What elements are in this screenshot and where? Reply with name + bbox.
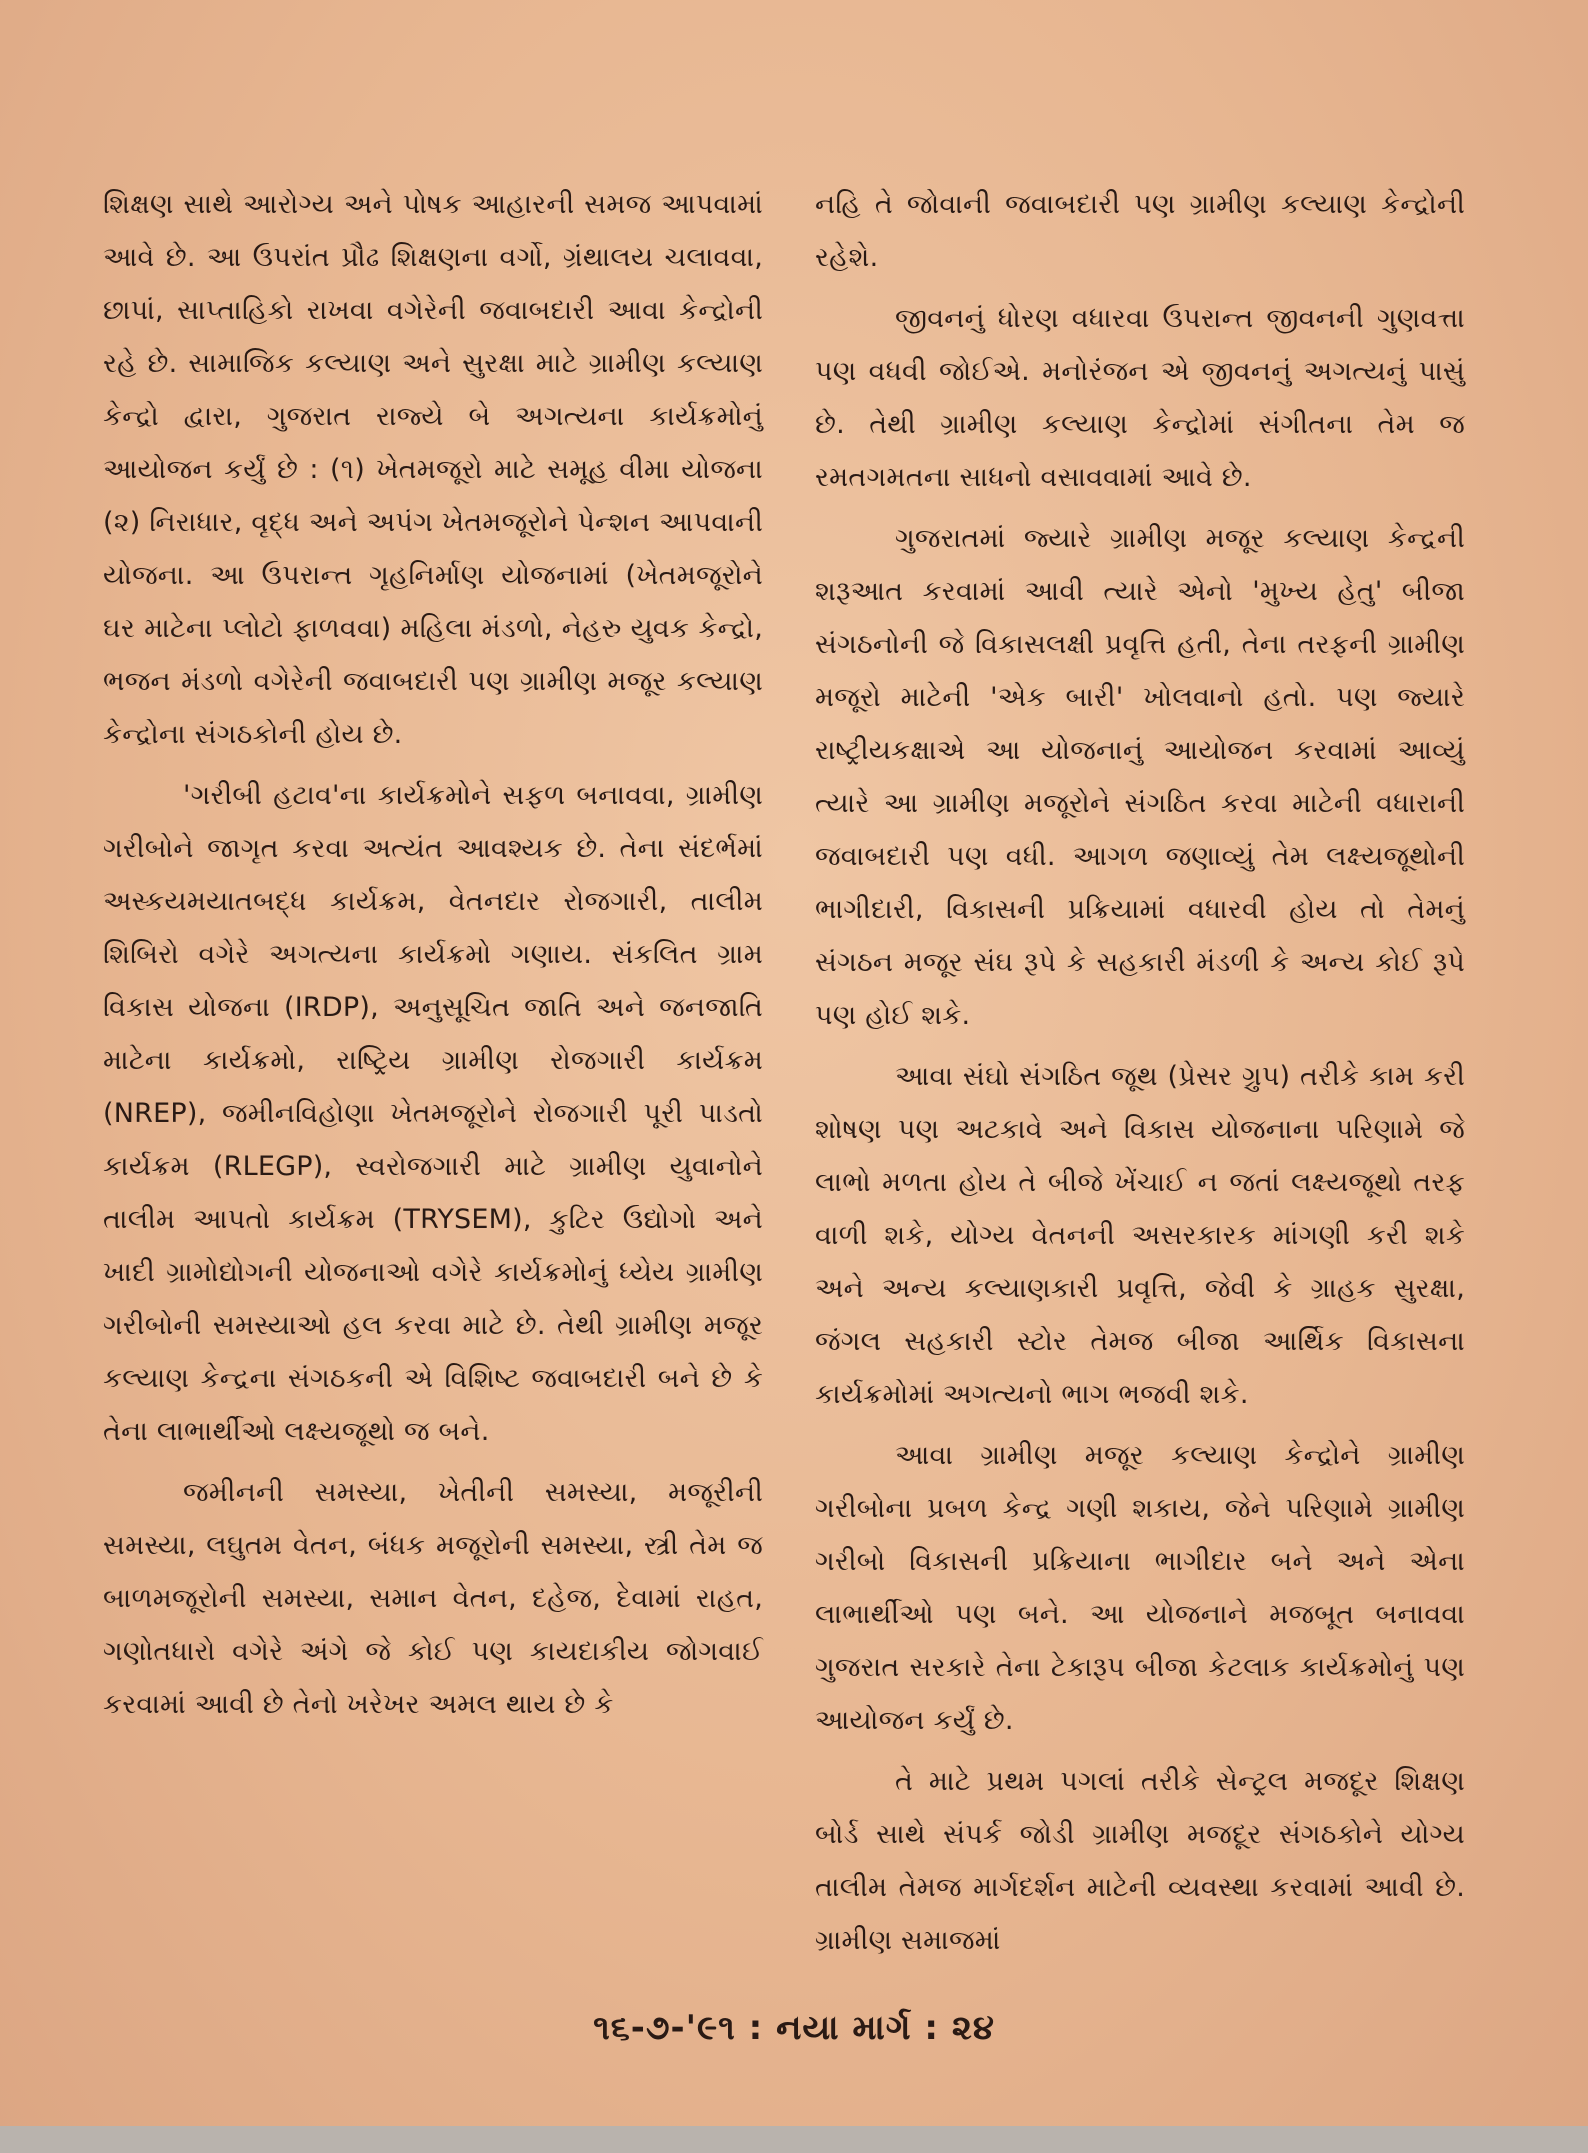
paragraph: ગુજરાતમાં જ્યારે ગ્રામીણ મજૂર કલ્યાણ કેન્દ્રની શરૂઆત કરવામાં આવી ત્યારે એનો 'મુખ્ય હેતુ' બીજા સંગઠનોની જે વિકાસલક્ષી પ્રવૃત્તિ હતી, તેના તરફની ગ્રામીણ મજૂરો માટેની 'એક બારી' ખોલવાનો હતો. પણ જ્યારે રાષ્ટ્રીયકક્ષાએ આ યોજનાનું આયોજન કરવામાં આવ્યું ત્યારે આ ગ્રામીણ મજૂરોને સંગઠિત કરવા માટેની વધારાની જવાબદારી પણ વધી. આગળ જણાવ્યું તેમ લક્ષ્યજૂથોની ભાગીદારી, વિકાસની પ્રક્રિયામાં વધારવી હોય તો તેમનું સંગઠન મજૂર સંઘ રૂપે કે સહકારી મંડળી કે અન્ય કોઈ રૂપે પણ હોઈ શકે. <box>815 523 1465 1031</box>
paragraph: તે માટે પ્રથમ પગલાં તરીકે સેન્ટ્રલ મજદૂર શિક્ષણ બોર્ડ સાથે સંપર્ક જોડી ગ્રામીણ મજદૂર સંગઠકોને યોગ્ય તાલીમ તેમજ માર્ગદર્શન માટેની વ્યવસ્થા કરવામાં આવી છે. ગ્રામીણ સમાજમાં <box>815 1766 1465 1956</box>
paragraph: જમીનની સમસ્યા, ખેતીની સમસ્યા, મજૂરીની સમસ્યા, લઘુતમ વેતન, બંધક મજૂરોની સમસ્યા, સ્ત્રી તેમ જ બાળમજૂરોની સમસ્યા, સમાન વેતન, દહેજ, દેવામાં રાહત, ગણોતધારો વગેરે અંગે જે કોઈ પણ કાયદાકીય જોગવાઈ કરવામાં આવી છે તેનો ખરેખર અમલ થાય છે કે <box>103 1477 763 1720</box>
paragraph: નહિ તે જોવાની જવાબદારી પણ ગ્રામીણ કલ્યાણ કેન્દ્રોની રહેશે. <box>815 189 1465 273</box>
right-column <box>815 178 1465 1975</box>
paragraph: જીવનનું ધોરણ વધારવા ઉપરાન્ત જીવનની ગુણવત્તા પણ વધવી જોઈએ. મનોરંજન એ જીવનનું અગત્યનું પાસું છે. તેથી ગ્રામીણ કલ્યાણ કેન્દ્રોમાં સંગીતના તેમ જ રમતગમતના સાધનો વસાવવામાં આવે છે. <box>815 303 1465 493</box>
left-column <box>103 178 763 1739</box>
paragraph: આવા સંઘો સંગઠિત જૂથ (પ્રેસર ગ્રુપ) તરીકે કામ કરી શોષણ પણ અટકાવે અને વિકાસ યોજનાના પરિણામે જે લાભો મળતા હોય તે બીજે ખેંચાઈ ન જતાં લક્ષ્યજૂથો તરફ વાળી શકે, યોગ્ય વેતનની અસરકારક માંગણી કરી શકે અને અન્ય કલ્યાણકારી પ્રવૃત્તિ, જેવી કે ગ્રાહક સુરક્ષા, જંગલ સહકારી સ્ટોર તેમજ બીજા આર્થિક વિકાસના કાર્યક્રમોમાં અગત્યનો ભાગ ભજવી શકે. <box>815 1061 1465 1410</box>
paragraph: શિક્ષણ સાથે આરોગ્ય અને પોષક આહારની સમજ આપવામાં આવે છે. આ ઉપરાંત પ્રૌઢ શિક્ષણના વર્ગો, ગ્રંથાલય ચલાવવા, છાપાં, સાપ્તાહિકો રાખવા વગેરેની જવાબદારી આવા કેન્દ્રોની રહે છે. સામાજિક કલ્યાણ અને સુરક્ષા માટે ગ્રામીણ કલ્યાણ કેન્દ્રો દ્વારા, ગુજરાત રાજ્યે બે અગત્યના કાર્યક્રમોનું આયોજન કર્યું છે : (૧) ખેતમજૂરો માટે સમૂહ વીમા યોજના (૨) નિરાધાર, વૃદ્ધ અને અપંગ ખેતમજૂરોને પેન્શન આપવાની યોજના. આ ઉપરાન્ત ગૃહનિર્માણ યોજનામાં (ખેતમજૂરોને ઘર માટેના પ્લોટો ફાળવવા) મહિલા મંડળો, નેહરુ યુવક કેન્દ્રો, ભજન મંડળો વગેરેની જવાબદારી પણ ગ્રામીણ મજૂર કલ્યાણ કેન્દ્રોના સંગઠકોની હોય છે. <box>103 189 763 750</box>
paragraph: આવા ગ્રામીણ મજૂર કલ્યાણ કેન્દ્રોને ગ્રામીણ ગરીબોના પ્રબળ કેન્દ્ર ગણી શકાય, જેને પરિણામે ગ્રામીણ ગરીબો વિકાસની પ્રક્રિયાના ભાગીદાર બને અને એના લાભાર્થીઓ પણ બને. આ યોજનાને મજબૂત બનાવવા ગુજરાત સરકારે તેના ટેકારૂપ બીજા કેટલાક કાર્યક્રમોનું પણ આયોજન કર્યું છે. <box>815 1440 1465 1736</box>
page-footer: ૧૬-૭-'૯૧ : નયા માર્ગ : ૨૪ <box>593 2008 995 2048</box>
scan-edge <box>0 2126 1588 2153</box>
paragraph: 'ગરીબી હટાવ'ના કાર્યક્રમોને સફળ બનાવવા, ગ્રામીણ ગરીબોને જાગૃત કરવા અત્યંત આવશ્યક છે. તેના સંદર્ભમાં અસ્કયમયાતબદ્ધ કાર્યક્રમ, વેતનદાર રોજગારી, તાલીમ શિબિરો વગેરે અગત્યના કાર્યક્રમો ગણાય. સંકલિત ગ્રામ વિકાસ યોજના (IRDP), અનુસૂચિત જાતિ અને જનજાતિ માટેના કાર્યક્રમો, રાષ્ટ્રિય ગ્રામીણ રોજગારી કાર્યક્રમ (NREP), જમીનવિહોણા ખેતમજૂરોને રોજગારી પૂરી પાડતો કાર્યક્રમ (RLEGP), સ્વરોજગારી માટે ગ્રામીણ યુવાનોને તાલીમ આપતો કાર્યક્રમ (TRYSEM), કુટિર ઉદ્યોગો અને ખાદી ગ્રામોદ્યોગની યોજનાઓ વગેરે કાર્યક્રમોનું ધ્યેય ગ્રામીણ ગરીબોની સમસ્યાઓ હલ કરવા માટે છે. તેથી ગ્રામીણ મજૂર કલ્યાણ કેન્દ્રના સંગઠકની એ વિશિષ્ટ જવાબદારી બને છે કે તેના લાભાર્થીઓ લક્ષ્યજૂથો જ બને. <box>103 780 763 1447</box>
